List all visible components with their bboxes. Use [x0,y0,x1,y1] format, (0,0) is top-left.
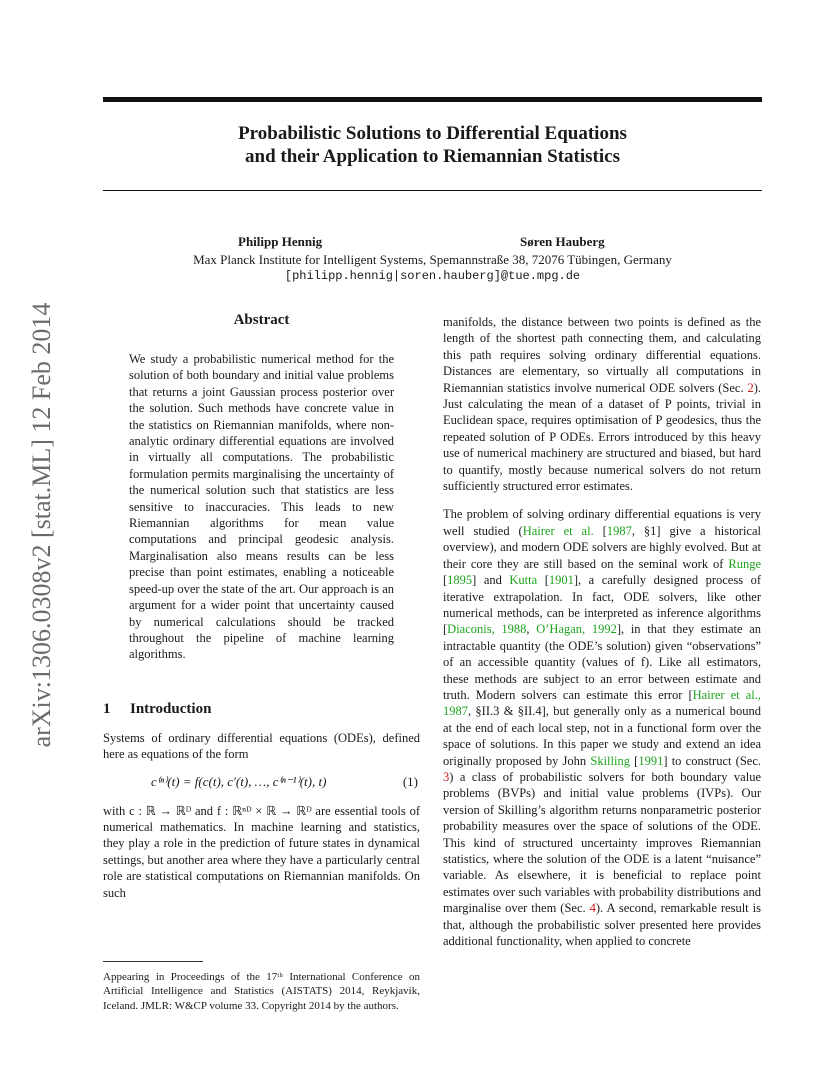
paragraph-gap [443,494,761,506]
section-title: Introduction [130,700,212,717]
arxiv-identifier-text: arXiv:1306.0308v2 [stat.ML] 12 Feb 2014 [27,302,56,748]
citation-link[interactable]: Hairer et al., 1987 [443,687,761,719]
citation-link[interactable]: 1895 [447,573,473,588]
arxiv-identifier [22,290,62,760]
equation-1 [103,771,420,795]
abstract-heading: Abstract [233,312,290,328]
citation-link[interactable]: Hairer et al. [522,523,594,538]
citation-link[interactable]: Diaconis, 1988 [447,622,527,637]
left-column [103,310,420,1013]
paper-title [103,122,762,168]
section-ref-link[interactable]: 3 [443,769,450,784]
right-column [443,314,761,949]
citation-link[interactable]: 1901 [548,573,574,588]
footnote: Appearing in Proceedings of the 17ᵗʰ International Conference on Artificial Intelligence and Statistics (AISTATS) 2014, Reykjavik, Iceland. JMLR: W&CP volume 33. Copyright 2014 by the authors. [103,970,420,1012]
author-1: Philipp Hennig [238,234,323,249]
citation-link[interactable]: 1987 [606,523,632,538]
author-email: [philipp.hennig|soren.hauberg]@tue.mpg.de [284,269,581,283]
citation-link[interactable]: O’Hagan, 1992 [536,622,617,637]
equation-number: (1) [402,773,418,789]
section-ref-link[interactable]: 2 [747,380,754,395]
title-line-2: and their Application to Riemannian Statistics [245,146,620,167]
citation-link[interactable]: Runge [728,556,761,571]
citation-link[interactable]: 1991 [638,753,664,768]
section-number: 1 [103,700,111,717]
section-ref-link[interactable]: 4 [589,901,596,916]
equation-body: c⁽ⁿ⁾(t) = f(c(t), c′(t), …, c⁽ⁿ⁻¹⁾(t), t) [151,773,327,789]
right-paragraph-1: manifolds, the distance between two points is defined as the length of the shortest path connecting them, and calculating this path requires solving ordinary differential equations. Distances are elementary, so virtually all computations in Riemannian statistics involve numerical ODE solvers (Sec. 2). Just calculating the mean of a dataset of P points, trivial in Euclidean space, requires optimisation of P geodesics, thus the repeated solution of P ODEs. Errors introduced by this heavy use of numerical machinery are structured and biased, but hard to quantify, mostly because numerical solvers do not return sufficiently structured error estimates. [443,315,761,494]
section-heading-introduction [103,701,420,718]
top-rule [103,97,762,102]
title-rule [103,190,762,191]
title-line-1: Probabilistic Solutions to Differential Equations [238,123,627,144]
citation-link[interactable]: Skilling [590,753,630,768]
right-paragraph-2: The problem of solving ordinary differential equations is very well studied (Hairer et al. [1987, §1] give a historical overview), and modern ODE solvers are highly evolved. But at their core they are still based on the seminal work of Runge [1895] and Kutta [1901], a carefully designed process of iterative extrapolation. In fact, ODE solvers, like other numerical methods, can be interpreted as inference algorithms [Diaconis, 1988, O’Hagan, 1992], in that they estimate an intractable quantity (the ODE’s solution) given “observations” of an accessible quantity (values of f). Like all estimators, these methods are subject to an error between estimate and truth. Modern solvers can estimate this error [Hairer et al., 1987, §II.3 & §II.4], but generally only as a numerical bound at the end of each local step, not in a functional form over the space of solutions. In this paper we study and extend an idea originally proposed by John Skilling [1991] to construct (Sec. 3) a class of probabilistic solvers for both boundary value problems (BVPs) and initial value problems (IVPs). Our version of Skilling’s algorithm returns nonparametric posterior probability measures over the space of solutions of the ODE. This kind of structured uncertainty improves Riemannian statistics, where the solution of the ODE is a latent “nuisance” variable. As elsewhere, it is beneficial to replace point estimates over such variables with probability distributions and marginalise over them (Sec. 4). A second, remarkable result is that, although the probabilistic solver presented here provides additional functionality, when applied to concrete [443,507,762,949]
author-2: Søren Hauberg [520,234,605,249]
author-names [103,234,762,252]
intro-paragraph-2: with c : ℝ → ℝᴰ and f : ℝⁿᴰ × ℝ → ℝᴰ are essential tools of numerical mathematics. In machine learning and statistics, they play a role in the prediction of future states in dynamical settings, but another area where they have a particularly central role are statistical computations on Riemannian manifolds. On such [103,803,420,900]
abstract-text: We study a probabilistic numerical method for the solution of both boundary and initial value problems that returns a joint Gaussian process posterior over the solution. Such methods have concrete value in the statistics on Riemannian manifolds, where non-analytic ordinary differential equations are involved in virtually all computations. The probabilistic formulation permits marginalising the uncertainty of the numerical solution such that statistics are less sensitive to inaccuracies. This leads to new Riemannian algorithms for mean value computations and principal geodesic analysis. Marginalisation also means results can be less precise than point estimates, enabling a noticeable speed-up over the state of the art. Our approach is an argument for a wider point that uncertainty caused by numerical calculations should be tracked throughout the pipeline of machine learning algorithms. [129,352,394,662]
citation-link[interactable]: Kutta [509,573,538,588]
footnote-rule [103,961,203,962]
affiliation: Max Planck Institute for Intelligent Systems, Spemannstraße 38, 72076 Tübingen, Germany [193,252,672,267]
intro-paragraph-1: Systems of ordinary differential equations (ODEs), defined here as equations of the form [103,730,420,762]
